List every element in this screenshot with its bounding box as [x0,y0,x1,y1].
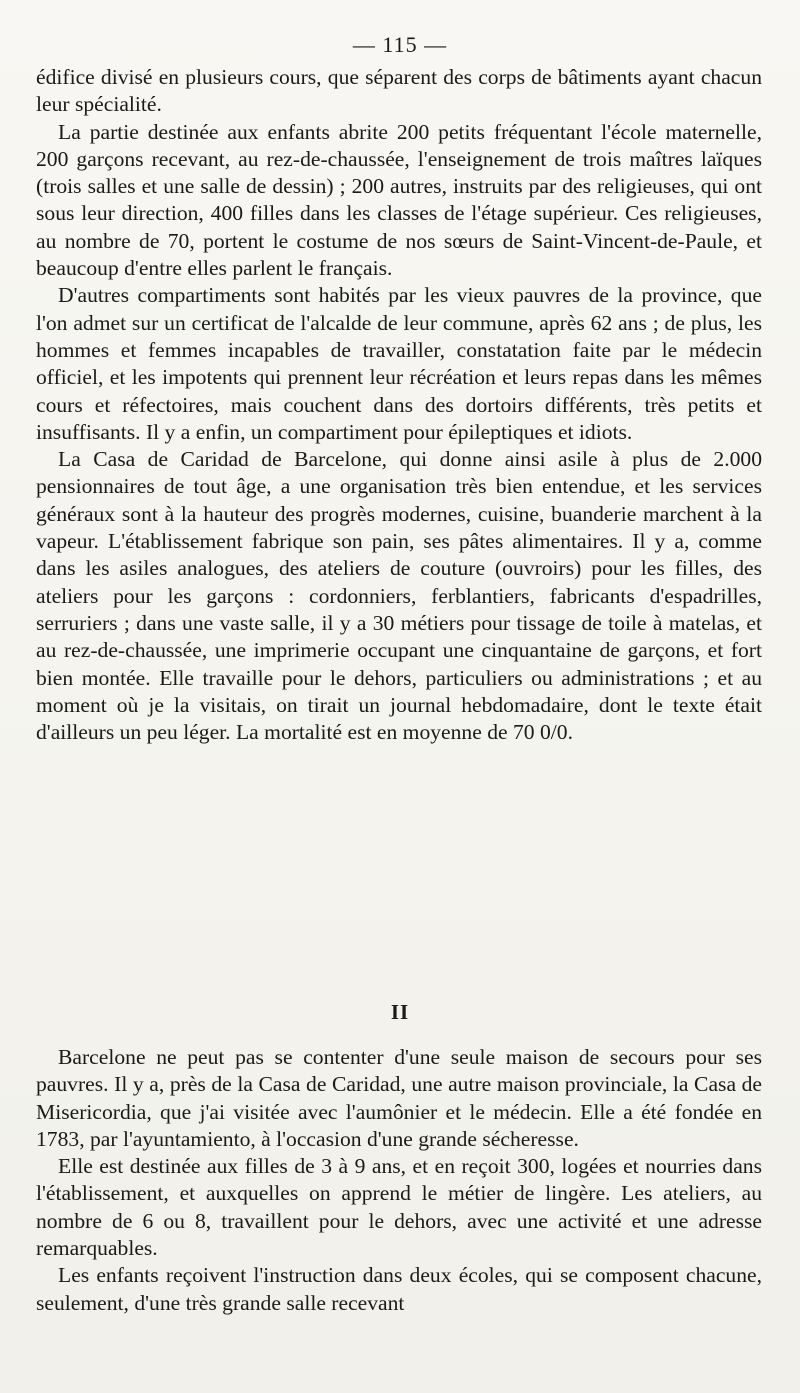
section-heading: II [390,1000,410,1024]
paragraph-girls-workshops: Elle est destinée aux filles de 3 à 9 ans, et en reçoit 300, logées et nourries dans l'établissement, et auxquelles on apprend le métier de lingère. Les ateliers, au nombre de 6 ou 8, travaillent pour le dehors, avec une activité et une adresse remarquables. [36,1154,762,1261]
page-number: — 115 — [352,32,448,57]
paragraph-children-section: La partie destinée aux enfants abrite 200 petits fréquentant l'école maternelle, 200 garçons recevant, au rez-de-chaussée, l'enseignement de trois maîtres laïques (trois salles et une salle de dessin) ; 200 autres, instruits par des religieuses, qui ont sous leur direction, 400 filles dans les classes de l'étage supérieur. Ces religieuses, au nombre de 70, portent le costume de nos sœurs de Saint-Vincent-de-Paule, et beaucoup d'entre elles parlent le français. [36,119,762,281]
paragraph-elderly-compartments: D'autres compartiments sont habités par les vieux pauvres de la province, que l'on admet sur un certificat de l'alcalde de leur commune, après 62 ans ; de plus, les hommes et femmes incapables de travailler, constatation faite par le médecin officiel, et les impotents qui prennent leur récréation et leurs repas dans les mêmes cours et réfectoires, mais couchent dans des dortoirs différents, très petits et insuffisants. Il y a enfin, un compartiment pour épileptiques et idiots. [36,283,762,444]
section-one-text [36,64,762,746]
paragraph-casa-de-misericordia: Barcelone ne peut pas se contenter d'une seule maison de secours pour ses pauvres. Il y a, près de la Casa de Caridad, une autre maison provinciale, la Casa de Misericordia, que j'ai visitée avec l'aumônier et le médecin. Elle a été fondée en 1783, par l'ayuntamiento, à l'occasion d'une grande sécheresse. [36,1045,762,1151]
paragraph-casa-de-caridad: La Casa de Caridad de Barcelone, qui donne ainsi asile à plus de 2.000 pensionnaires de tout âge, a une organisation très bien entendue, et les services généraux sont à la hauteur des progrès modernes, cuisine, buanderie marchent à la vapeur. L'établissement fabrique son pain, ses pâtes alimentaires. Il y a, comme dans les asiles analogues, des ateliers de couture (ouvroirs) pour les filles, des ateliers pour les garçons : cordonniers, ferblantiers, fabricants d'espadrilles, serruriers ; dans une vaste salle, il y a 30 métiers pour tissage de toile à matelas, et au rez-de-chaussée, une imprimerie occupant une cinquantaine de garçons, et fort bien montée. Elle travaille pour le dehors, particuliers ou administrations ; et au moment où je la visitais, on tirait un journal hebdomadaire, dont le texte était d'ailleurs un peu léger. La mortalité est en moyenne de 70 0/0. [36,447,762,745]
section-two-text [36,1044,762,1317]
paragraph-continuation: édifice divisé en plusieurs cours, que séparent des corps de bâtiments ayant chacun leur spécialité. [36,65,762,117]
paragraph-schools: Les enfants reçoivent l'instruction dans deux écoles, qui se composent chacune, seulement, d'une très grande salle recevant [36,1263,762,1315]
